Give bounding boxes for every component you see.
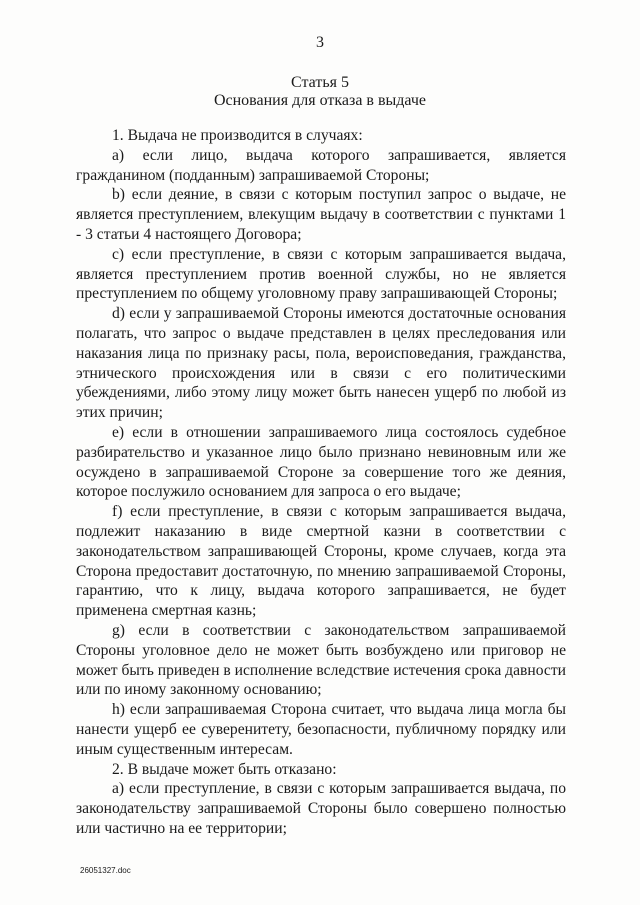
paragraph-1h: h) если запрашиваемая Сторона считает, что выдача лица могла бы нанести ущерб ее суверенитету, безопасности, публичному порядку или иным существенным интересам. [76, 701, 566, 758]
document-filename: 26051327.doc [80, 866, 131, 875]
paragraph-1b: b) если деяние, в связи с которым поступил запрос о выдаче, не является преступлением, влекущим выдачу в соответствии с пунктами 1 - 3 статьи 4 настоящего Договора; [76, 186, 566, 243]
paragraph-1a: a) если лицо, выдача которого запрашивается, является гражданином (подданным) запрашиваемой Стороны; [76, 146, 566, 184]
paragraph-1e: e) если в отношении запрашиваемого лица состоялось судебное разбирательство и указанное лицо было признано невиновным или же осуждено в запрашиваемой Стороне за совершение того же деяния, которое послужило основанием для запроса о его выдаче; [76, 423, 566, 501]
article-title: Основания для отказа в выдаче [213, 92, 427, 109]
paragraph-2a: a) если преступление, в связи с которым запрашивается выдача, по законодательству запрашиваемой Стороны было совершено полностью или частично на ее территории; [76, 780, 566, 837]
paragraph-1d: d) если у запрашиваемой Стороны имеются достаточные основания полагать, что запрос о выдаче представлен в целях преследования или наказания лица по признаку расы, пола, вероисповедания, гражданства, этнического происхождения или в связи с его политическими убеждениями, либо этому лицу может быть нанесен ущерб по любой из этих причин; [76, 305, 566, 422]
paragraph-clause-2: 2. В выдаче может быть отказано: [112, 760, 337, 778]
article-number: Статья 5 [291, 74, 349, 91]
page-number: 3 [316, 34, 324, 51]
paragraph-1g: g) если в соответствии с законодательством запрашиваемой Стороны уголовное дело не может быть возбуждено или приговор не может быть приведен в исполнение вследствие истечения срока давности или по иному законному основанию; [76, 621, 566, 699]
paragraph-1f: f) если преступление, в связи с которым запрашивается выдача, подлежит наказанию в виде смертной казни в соответствии с законодательством запрашивающей Стороны, кроме случаев, когда эта Сторона предоставит достаточную, по мнению запрашиваемой Стороны, гарантию, что к лицу, выдача которого запрашивается, не будет применена смертная казнь; [76, 503, 566, 620]
article-body [76, 126, 566, 839]
paragraph-clause-1: 1. Выдача не производится в случаях: [112, 127, 363, 144]
paragraph-1c: c) если преступление, в связи с которым запрашивается выдача, является преступлением против военной службы, но не является преступлением по общему уголовному праву запрашивающей Стороны; [76, 245, 566, 303]
